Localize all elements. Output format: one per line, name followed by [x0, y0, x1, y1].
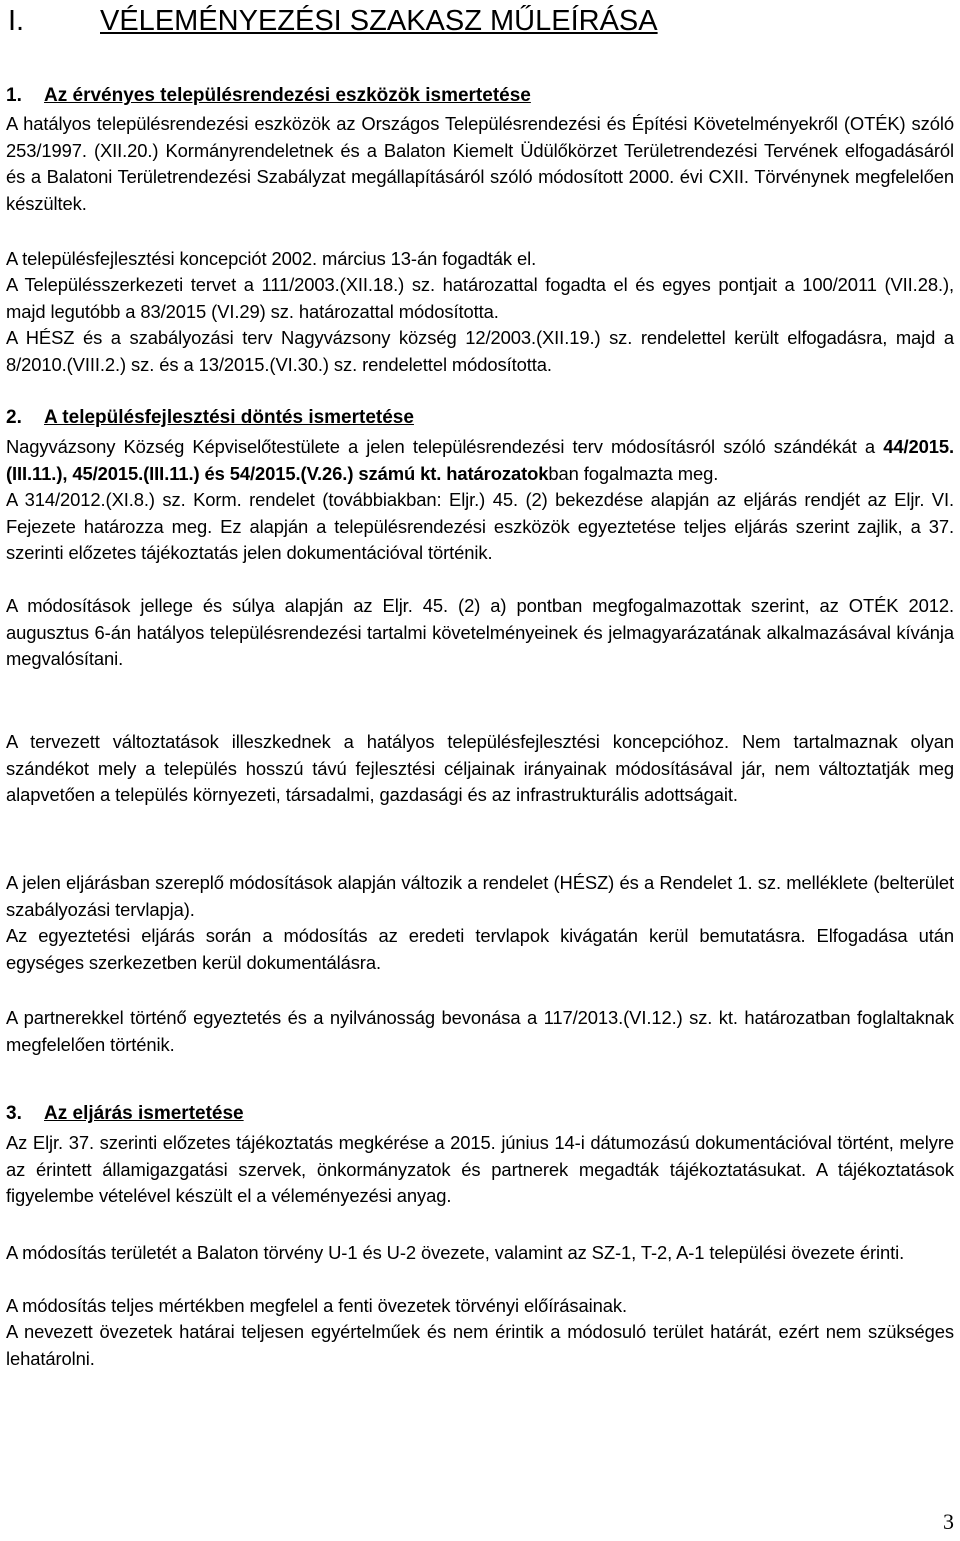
paragraph: A HÉSZ és a szabályozási terv Nagyvázsony község 12/2003.(XII.19.) sz. rendelettel került elfogadásra, majd a 8/2010.(VIII.2.) sz. és a 13/2015.(VI.30.) sz. rendelettel módosította. [6, 327, 954, 375]
paragraph: A módosítás teljes mértékben megfelel a fenti övezetek törvényi előírásainak. [6, 1295, 627, 1316]
paragraph: A Településszerkezeti tervet a 111/2003.(XII.18.) sz. határozattal fogadta el és egyes pontjait a 100/2011 (VII.28.), majd legutóbb a 83/2015 (VI.29) sz. határozattal módosította. [6, 274, 954, 322]
section-title: A településfejlesztési döntés ismertetése [44, 407, 414, 428]
paragraph: A partnerekkel történő egyeztetés és a nyilvánosság bevonása a 117/2013.(VI.12.) sz. kt. határozatban foglaltaknak megfelelően történik. [6, 1007, 954, 1055]
paragraph: Az Eljr. 37. szerinti előzetes tájékoztatás megkérése a 2015. június 14-i dátumozású dokumentációval történt, melyre az érintett államigazgatási szervek, önkormányzatok és partnerek megadták tájékoztatásukat. A tájékoztatások figyelembe vételével készült el a véleményezési anyag. [6, 1132, 954, 1206]
section-1-heading [6, 82, 531, 110]
section-number: 1. [6, 85, 22, 106]
section-number: 2. [6, 407, 22, 428]
paragraph: A 314/2012.(XI.8.) sz. Korm. rendelet (továbbiakban: Eljr.) 45. (2) bekezdése alapján az eljárás rendjét az Eljr. VI. Fejezete határozza meg. Ez alapján a településrendezési eszközök egyeztetése teljes eljárás szerint zajlik, a 37. szerinti előzetes tájékoztatás jelen dokumentációval történik. [6, 489, 954, 563]
paragraph: A tervezett változtatások illeszkednek a hatályos településfejlesztési koncepcióhoz. Nem tartalmaznak olyan szándékot mely a település hosszú távú fejlesztési céljainak irányainak módosításával jár, nem változtatják meg alapvetően a település környezeti, társadalmi, gazdasági és az infrastrukturális adottságait. [6, 731, 954, 805]
section-title: Az eljárás ismertetése [44, 1103, 244, 1124]
paragraph: A településfejlesztési koncepciót 2002. március 13-án fogadták el. [6, 248, 537, 269]
paragraph: A hatályos településrendezési eszközök az Országos Településrendezési és Építési Követelményekről (OTÉK) szóló 253/1997. (XII.20.) Kormányrendeletnek és a Balaton Kiemelt Üdülőkörzet Területrendezési Tervének elfogadásáról és a Balatoni Területrendezési Szabályzat megállapításáról szóló módosított 2000. évi CXII. Törvénynek megfelelően készültek. [6, 113, 954, 214]
bold-text-run: 44/2015.(III.11.), 45/2015.(III.11.) és 54/2015.(V.26.) számú kt. határozatok [6, 436, 954, 484]
paragraph: A nevezett övezetek határai teljesen egyértelműek és nem érintik a módosuló terület határát, ezért nem szükséges lehatárolni. [6, 1321, 954, 1369]
title-text: VÉLEMÉNYEZÉSI SZAKASZ MŰLEÍRÁSA [100, 5, 658, 37]
paragraph: A jelen eljárásban szereplő módosítások alapján változik a rendelet (HÉSZ) és a Rendelet 1. sz. melléklete (belterület szabályozási tervlapja). [6, 872, 954, 920]
section-title: Az érvényes településrendezési eszközök ismertetése [44, 85, 531, 106]
page-title [8, 2, 658, 40]
text-run: Nagyvázsony Község Képviselőtestülete a jelen településrendezési terv módosításról szóló szándékát a [6, 436, 884, 457]
page-number: 3 [943, 1509, 954, 1534]
paragraph: A módosítás területét a Balaton törvény U-1 és U-2 övezete, valamint az SZ-1, T-2, A-1 települési övezete érinti. [6, 1242, 905, 1263]
section-2-heading [6, 404, 414, 432]
section-3-heading [6, 1100, 244, 1128]
section-number: 3. [6, 1103, 22, 1124]
paragraph [6, 434, 954, 487]
paragraph: A módosítások jellege és súlya alapján az Eljr. 45. (2) a) pontban megfogalmazottak szerint, az OTÉK 2012. augusztus 6-án hatályos településrendezési tartalmi követelményeinek és jelmagyarázatának alkalmazásával kívánja megvalósítani. [6, 595, 954, 669]
paragraph: Az egyeztetési eljárás során a módosítás az eredeti tervlapok kivágatán kerül bemutatásra. Elfogadása után egységes szerkezetben kerül dokumentálásra. [6, 925, 954, 973]
text-run: ban fogalmazta meg. [548, 462, 719, 484]
title-number: I. [8, 5, 25, 37]
